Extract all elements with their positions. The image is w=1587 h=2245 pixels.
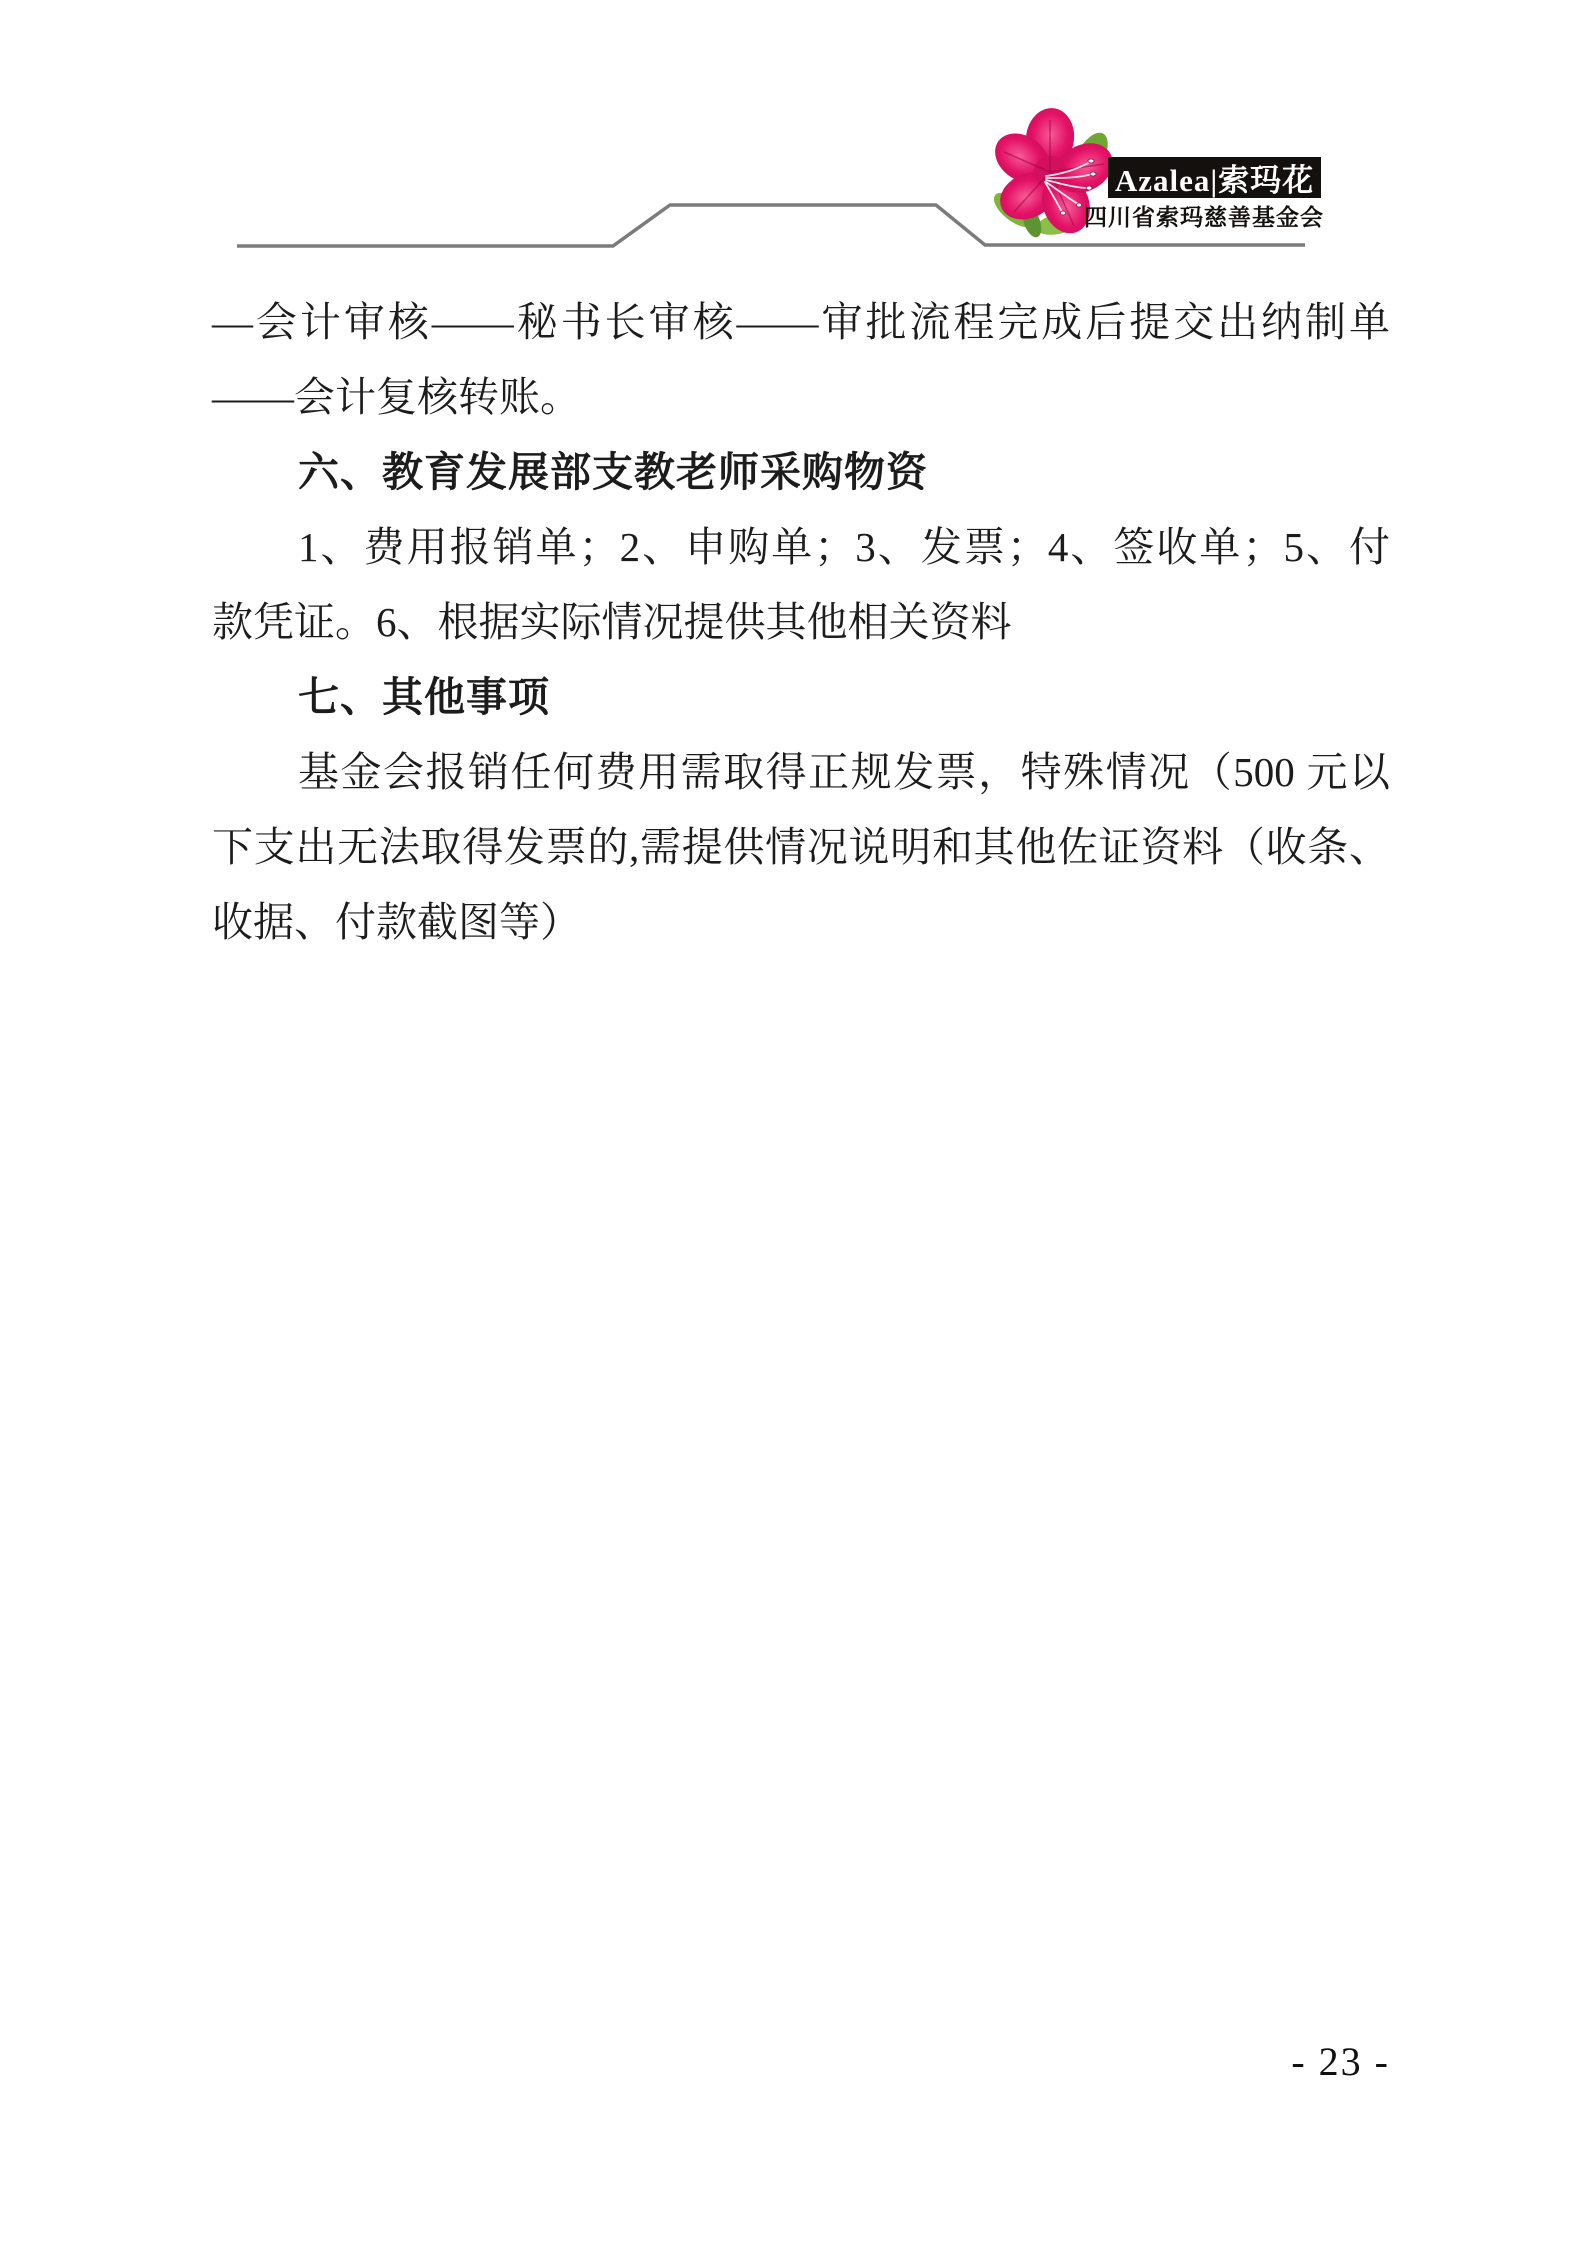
body-line: 基金会报销任何费用需取得正规发票，特殊情况（500 元以 xyxy=(298,749,1390,795)
page-number: - 23 - xyxy=(1291,2039,1390,2084)
document-body xyxy=(212,285,1390,960)
logo-brand-box xyxy=(1108,157,1321,198)
body-line: 1、费用报销单；2、申购单；3、发票；4、签收单；5、付 xyxy=(298,524,1390,570)
logo-brand-text: Azalea|索玛花 xyxy=(1114,163,1315,198)
body-line: 下支出无法取得发票的,需提供情况说明和其他佐证资料（收条、 xyxy=(212,824,1390,870)
logo-subtitle: 四川省索玛慈善基金会 xyxy=(1084,204,1324,230)
section-heading: 七、其他事项 xyxy=(298,674,550,720)
section-heading: 六、教育发展部支教老师采购物资 xyxy=(298,449,928,495)
body-line: —会计审核——秘书长审核——审批流程完成后提交出纳制单 xyxy=(212,299,1390,345)
body-line: 款凭证。6、根据实际情况提供其他相关资料 xyxy=(212,599,1012,645)
body-line: ——会计复核转账。 xyxy=(212,374,581,420)
body-line: 收据、付款截图等） xyxy=(212,899,581,945)
header-rule xyxy=(0,0,1587,300)
